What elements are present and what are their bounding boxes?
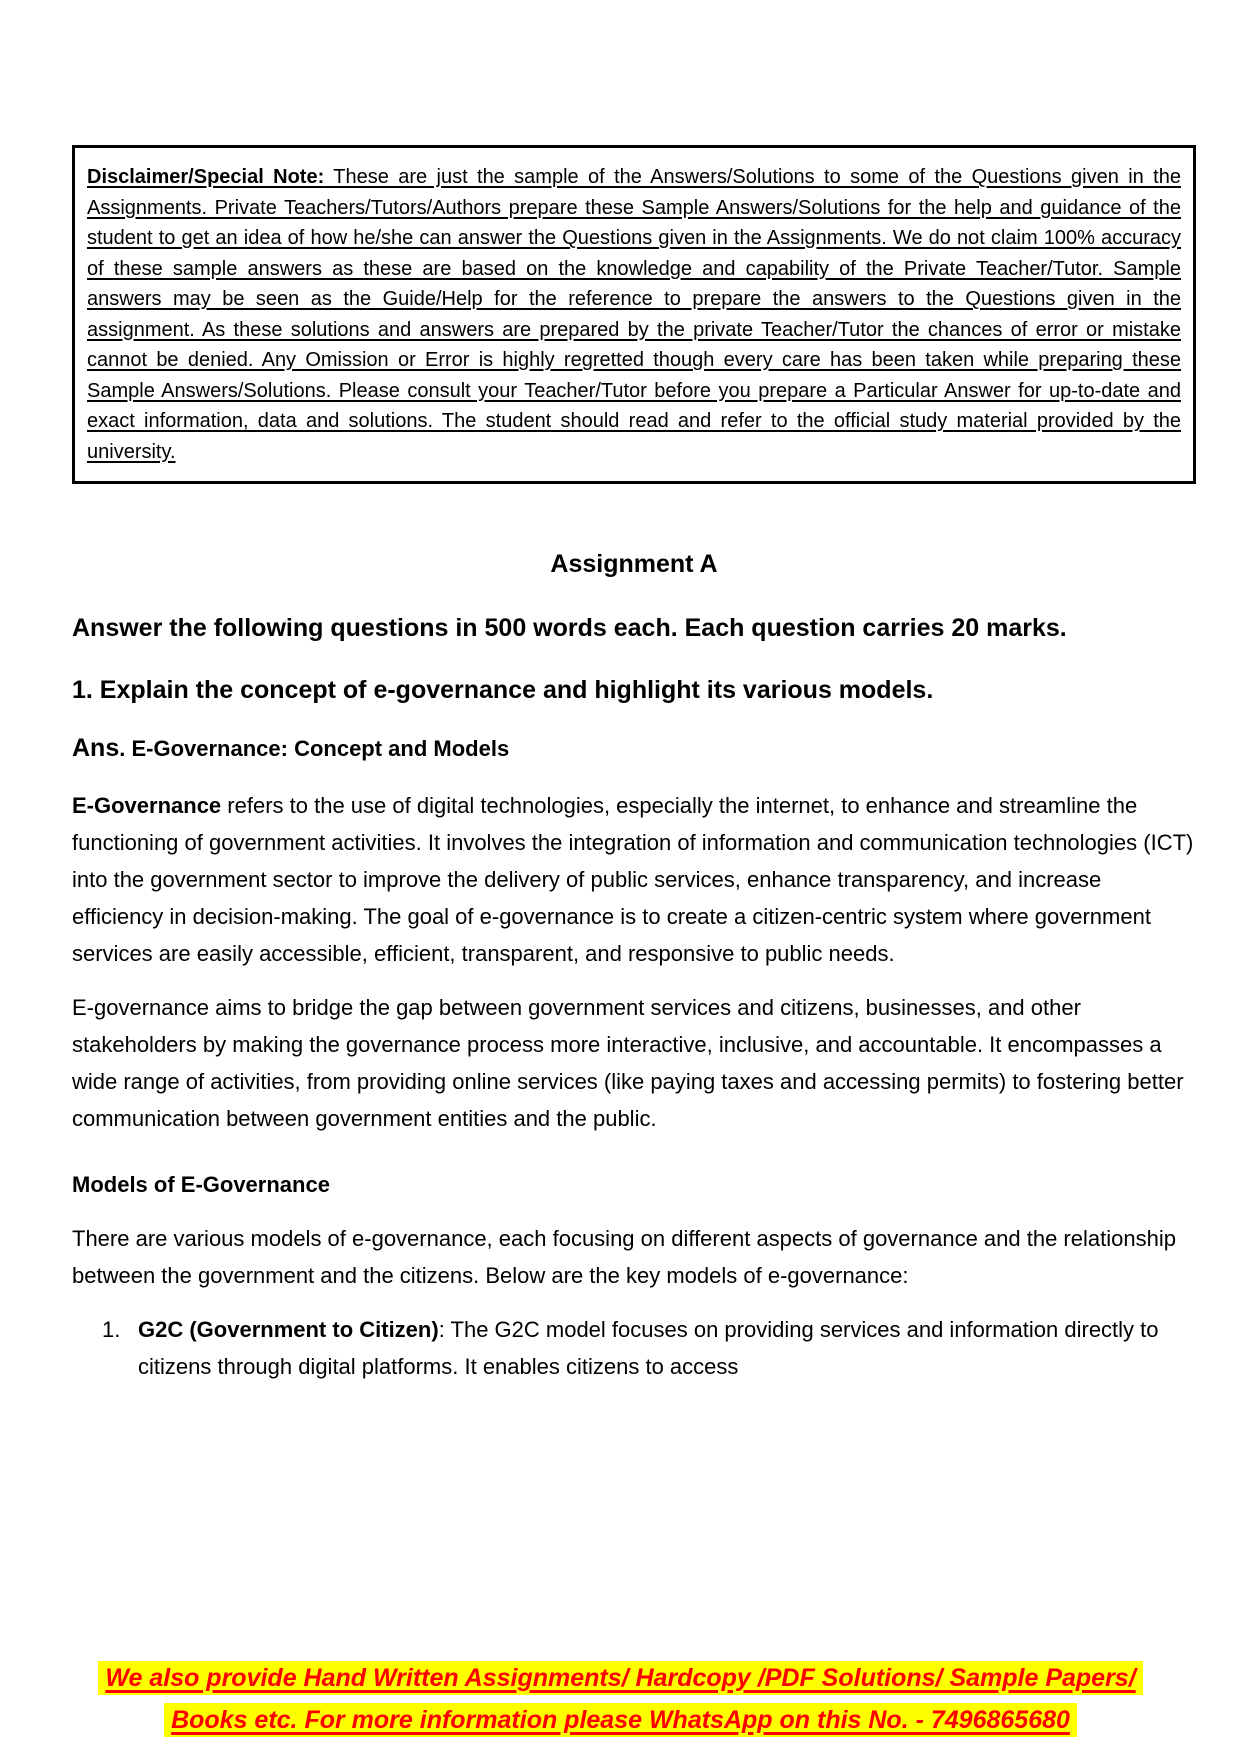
footer-banner: [0, 1657, 1241, 1741]
models-list: [72, 1311, 1196, 1385]
list-item: [72, 1311, 1196, 1385]
paragraph-egovernance-aims: E-governance aims to bridge the gap between government services and citizens, businesses, and other stakeholders by making the governance process more interactive, inclusive, and accountable. It encompasses a wide range of activities, from providing online services (like paying taxes and accessing permits) to fostering better communication between government entities and the public.: [72, 995, 1184, 1131]
list-item-text: [138, 1311, 1196, 1385]
assignment-title: Assignment A: [550, 550, 718, 578]
disclaimer-label: Disclaimer/Special Note:: [87, 166, 325, 188]
footer-line-1: We also provide Hand Written Assignments/ Hardcopy /PDF Solutions/ Sample Papers/: [98, 1661, 1142, 1695]
page-content-column: [72, 0, 1196, 1385]
disclaimer-box: [72, 145, 1196, 484]
answer-heading-line: [72, 730, 1196, 770]
disclaimer-text: [87, 162, 1181, 467]
answer-section-title: . E-Governance: Concept and Models: [119, 736, 510, 761]
footer-line-2-wrap: [0, 1699, 1241, 1741]
list-item-number: 1.: [102, 1317, 121, 1342]
answer-label: Ans: [72, 734, 120, 762]
list-item-description: : The G2C model focuses on providing services and information directly to citizens through digital platforms. It enables citizens to access: [138, 1317, 1159, 1379]
list-item-term: G2C (Government to Citizen): [138, 1317, 439, 1342]
models-heading: Models of E-Governance: [72, 1172, 330, 1197]
footer-line-2: Books etc. For more information please WhatsApp on this No. - 7496865680: [164, 1703, 1077, 1737]
question-1-heading: 1. Explain the concept of e-governance and highlight its various models.: [72, 676, 934, 704]
paragraph-body: refers to the use of digital technologies, especially the internet, to enhance and streamline the functioning of government activities. It involves the integration of information and communication technologies (ICT) into the government sector to improve the delivery of public services, enhance transparency, and increase efficiency in decision-making. The goal of e-governance is to create a citizen-centric system where government services are easily accessible, efficient, transparent, and responsive to public needs.: [72, 793, 1194, 966]
disclaimer-body: These are just the sample of the Answers/Solutions to some of the Questions given in the Assignments. Private Teachers/Tutors/Authors prepare these Sample Answers/Solutions for the help and guidance of the student to get an idea of how he/she can answer the Questions given in the Assignments. We do not claim 100% accuracy of these sample answers as these are based on the knowledge and capability of the Private Teacher/Tutor. Sample answers may be seen as the Guide/Help for the reference to prepare the answers to the Questions given in the assignment. As these solutions and answers are prepared by the private Teacher/Tutor the chances of error or mistake cannot be denied. Any Omission or Error is highly regretted though every care has been taken while preparing these Sample Answers/Solutions. Please consult your Teacher/Tutor before you prepare a Particular Answer for up-to-date and exact information, data and solutions. The student should read and refer to the official study material provided by the university.: [87, 166, 1181, 463]
paragraph-egovernance-definition: [72, 787, 1196, 972]
paragraph-models-intro: There are various models of e-governance, each focusing on different aspects of governance and the relationship between the government and the citizens. Below are the key models of e-governance:: [72, 1226, 1176, 1288]
instruction-text: Answer the following questions in 500 words each. Each question carries 20 marks.: [72, 614, 1067, 642]
footer-line-1-wrap: [0, 1657, 1241, 1699]
paragraph-lead-term: E-Governance: [72, 793, 222, 818]
